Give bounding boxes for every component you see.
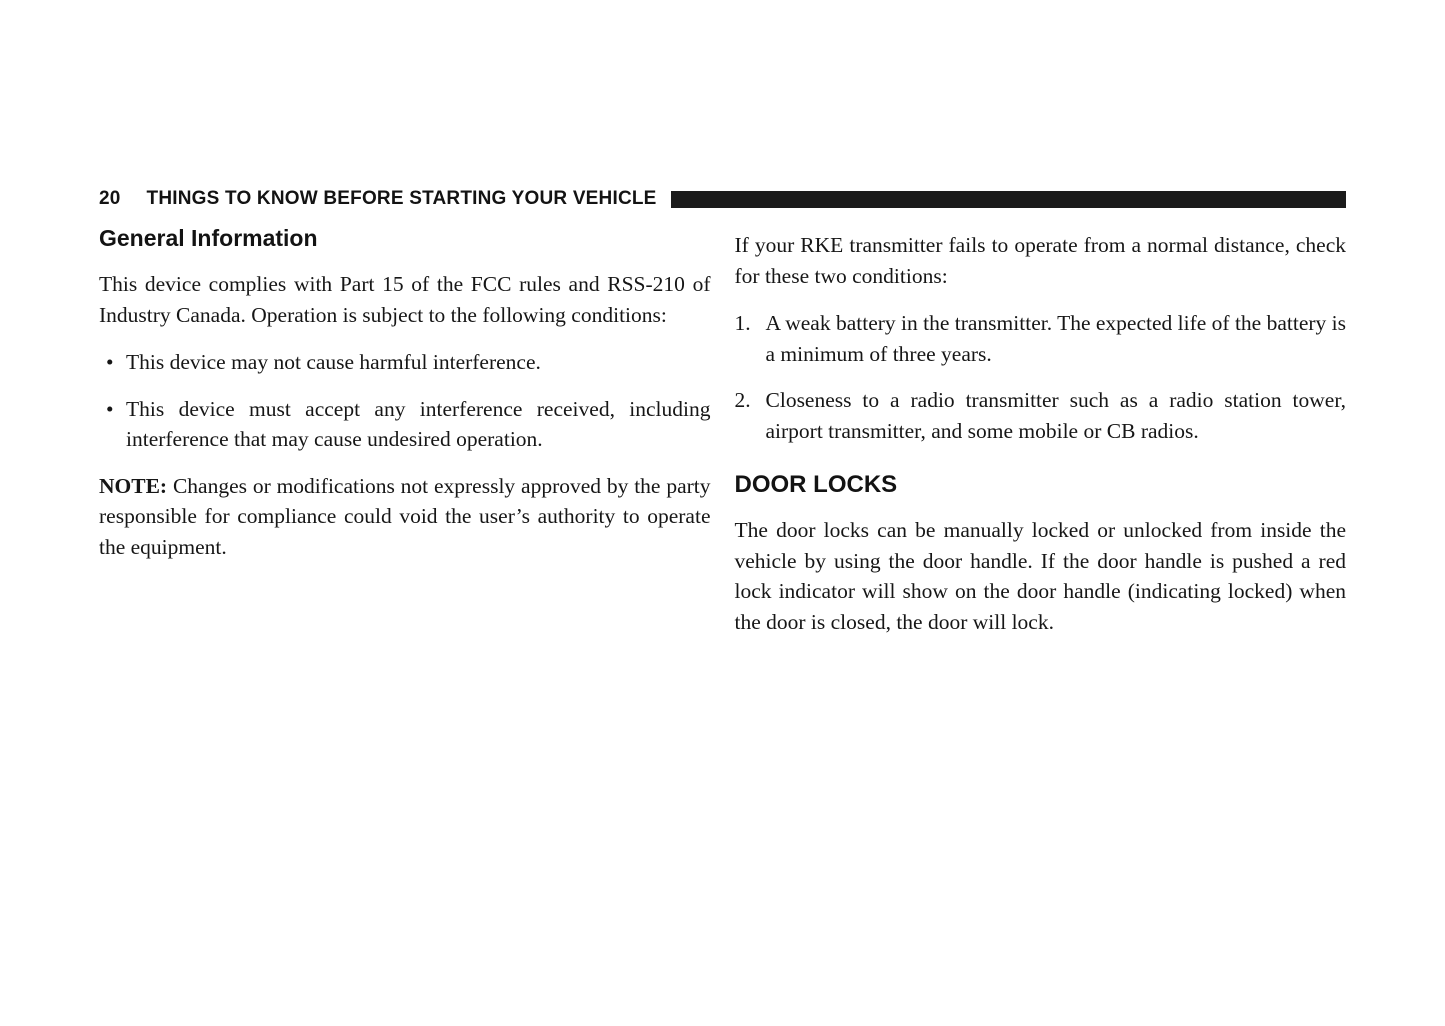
list-item-number: 1. [734, 311, 751, 335]
rke-conditions-list [735, 308, 1347, 446]
paragraph-note [99, 471, 711, 563]
page-number: 20 [99, 188, 121, 209]
bullet-icon: • [106, 396, 114, 421]
page-header [99, 188, 1346, 210]
bullet-icon: • [106, 350, 114, 374]
list-item-text: This device may not cause harmful interference. [126, 350, 541, 374]
list-item-number: 2. [734, 388, 751, 412]
list-item [99, 347, 711, 378]
paragraph-door-locks: The door locks can be manually locked or unlocked from inside the vehicle by using the door handle. If the door handle is pushed a red lock indicator will show on the door handle (indicating locked) when the door is closed, the door will lock. [734, 518, 1346, 634]
list-item [735, 308, 1347, 369]
note-label: NOTE: [99, 473, 168, 498]
list-item-text: This device must accept any interference received, including interference that may cause undesired operation. [126, 396, 711, 451]
list-item-text: A weak battery in the transmitter. The expected life of the battery is a minimum of three years. [765, 311, 1346, 366]
paragraph-fcc-compliance: This device complies with Part 15 of the FCC rules and RSS-210 of Industry Canada. Operation is subject to the following conditions: [99, 272, 711, 327]
list-item [735, 385, 1347, 446]
list-item [99, 394, 711, 455]
section-heading-door-locks: DOOR LOCKS [734, 471, 898, 498]
fcc-conditions-list [99, 347, 711, 455]
header-rule-bar [671, 191, 1346, 208]
chapter-title: THINGS TO KNOW BEFORE STARTING YOUR VEHICLE [146, 188, 657, 209]
left-column [99, 210, 711, 654]
paragraph-rke-intro: If your RKE transmitter fails to operate from a normal distance, check for these two conditions: [734, 233, 1346, 288]
right-column [735, 210, 1347, 654]
list-item-text: Closeness to a radio transmitter such as a radio station tower, airport transmitter, and some mobile or CB radios. [765, 388, 1346, 443]
note-text: Changes or modifications not expressly approved by the party responsible for compliance could void the user’s authority to operate the equipment. [99, 473, 711, 559]
section-heading-general-information: General Information [99, 225, 318, 251]
two-column-layout [99, 210, 1346, 654]
